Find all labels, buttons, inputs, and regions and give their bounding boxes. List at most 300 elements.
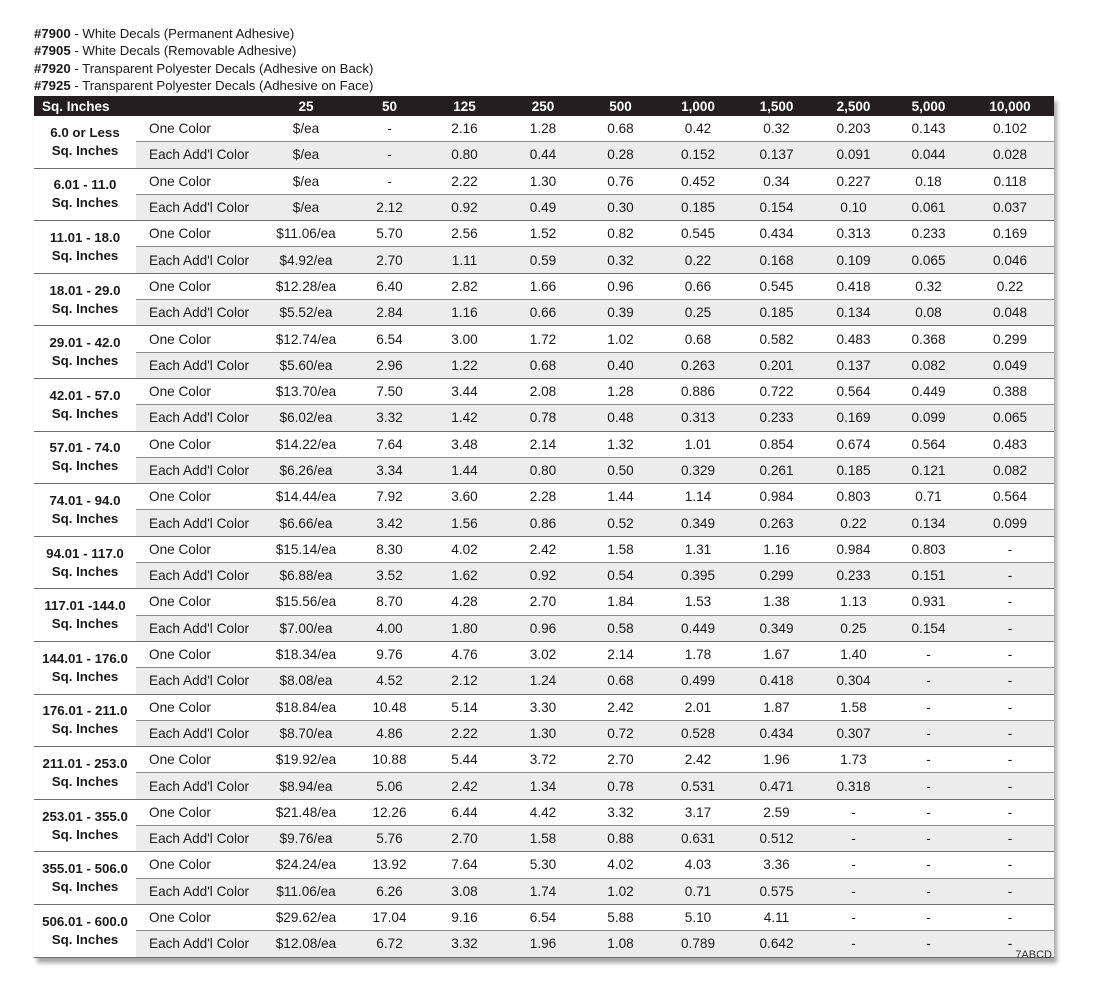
price-cell: $21.48/ea	[258, 799, 354, 825]
price-cell: 4.28	[425, 589, 504, 615]
price-cell: 0.68	[582, 116, 659, 142]
size-range-cell	[34, 747, 136, 800]
price-cell: 1.87	[737, 694, 816, 720]
price-cell: -	[354, 142, 425, 168]
price-cell: -	[966, 720, 1054, 746]
color-type-label: One Color	[136, 116, 258, 142]
color-type-label: Each Add'l Color	[136, 720, 258, 746]
price-cell: 0.099	[966, 510, 1054, 536]
price-cell: 1.53	[659, 589, 737, 615]
table-row	[34, 904, 1054, 930]
price-cell: 0.984	[737, 484, 816, 510]
price-cell: 0.71	[659, 878, 737, 904]
price-cell: 0.66	[659, 273, 737, 299]
color-type-label: One Color	[136, 378, 258, 404]
price-cell: 0.452	[659, 168, 737, 194]
price-cell: 0.50	[582, 457, 659, 483]
price-cell: 0.388	[966, 378, 1054, 404]
size-range: 94.01 - 117.0	[46, 545, 124, 561]
table-row	[34, 510, 1054, 536]
header-quantity: 500	[582, 96, 659, 116]
price-cell: 0.564	[891, 431, 966, 457]
price-cell: 0.52	[582, 510, 659, 536]
color-type-label: One Color	[136, 326, 258, 352]
product-line	[34, 60, 373, 77]
price-cell: 3.52	[354, 563, 425, 589]
size-unit: Sq. Inches	[51, 879, 119, 895]
price-cell: 0.25	[816, 615, 891, 641]
product-code: #7900	[34, 26, 71, 41]
price-cell: 2.42	[425, 773, 504, 799]
price-cell: 0.185	[816, 457, 891, 483]
price-cell: $6.26/ea	[258, 457, 354, 483]
price-cell: 2.01	[659, 694, 737, 720]
price-cell: 0.048	[966, 300, 1054, 326]
price-cell: 0.44	[504, 142, 582, 168]
price-cell: 1.01	[659, 431, 737, 457]
table-row	[34, 878, 1054, 904]
price-cell: 0.037	[966, 194, 1054, 220]
price-cell: 3.02	[504, 641, 582, 667]
price-cell: 1.74	[504, 878, 582, 904]
price-cell: 0.575	[737, 878, 816, 904]
price-cell: 0.227	[816, 168, 891, 194]
price-cell: 1.28	[582, 378, 659, 404]
table-row	[34, 747, 1054, 773]
price-cell: $5.52/ea	[258, 300, 354, 326]
price-cell: $/ea	[258, 142, 354, 168]
price-cell: 0.76	[582, 168, 659, 194]
price-cell: 0.531	[659, 773, 737, 799]
price-cell: 1.13	[816, 589, 891, 615]
table-row	[34, 194, 1054, 220]
price-cell: 10.88	[354, 747, 425, 773]
price-cell: 0.582	[737, 326, 816, 352]
size-range: 11.01 - 18.0	[49, 229, 121, 245]
price-cell: 1.24	[504, 668, 582, 694]
price-cell: 2.70	[354, 247, 425, 273]
price-cell: 6.54	[504, 904, 582, 930]
size-range: 211.01 - 253.0	[42, 755, 128, 771]
price-cell: 0.046	[966, 247, 1054, 273]
price-cell: 3.72	[504, 747, 582, 773]
price-cell: 5.14	[425, 694, 504, 720]
size-range: 57.01 - 74.0	[49, 440, 121, 456]
table-row	[34, 720, 1054, 746]
size-range-cell	[34, 852, 136, 905]
price-cell: 1.40	[816, 641, 891, 667]
price-cell: 4.52	[354, 668, 425, 694]
price-cell: -	[891, 720, 966, 746]
table-row	[34, 457, 1054, 483]
price-cell: -	[966, 536, 1054, 562]
price-cell: 1.72	[504, 326, 582, 352]
price-cell: $11.06/ea	[258, 221, 354, 247]
price-cell: 0.40	[582, 352, 659, 378]
price-cell: 0.722	[737, 378, 816, 404]
table-row	[34, 116, 1054, 142]
price-cell: 3.48	[425, 431, 504, 457]
price-cell: 2.12	[425, 668, 504, 694]
price-cell: 2.16	[425, 116, 504, 142]
table-row	[34, 826, 1054, 852]
price-cell: 8.70	[354, 589, 425, 615]
price-cell: 1.38	[737, 589, 816, 615]
product-description: - Transparent Polyester Decals (Adhesive on Back)	[70, 60, 374, 76]
price-cell: -	[891, 641, 966, 667]
header-quantity: 25	[258, 96, 354, 116]
color-type-label: Each Add'l Color	[136, 352, 258, 378]
price-cell: $12.08/ea	[258, 931, 354, 957]
price-cell: 3.00	[425, 326, 504, 352]
price-cell: 4.86	[354, 720, 425, 746]
size-unit: Sq. Inches	[51, 195, 119, 211]
price-cell: -	[966, 852, 1054, 878]
price-cell: 5.88	[582, 904, 659, 930]
price-cell: 0.434	[737, 720, 816, 746]
price-cell: $12.28/ea	[258, 273, 354, 299]
price-cell: 6.72	[354, 931, 425, 957]
price-cell: $15.56/ea	[258, 589, 354, 615]
price-cell: 0.674	[816, 431, 891, 457]
price-cell: 0.121	[891, 457, 966, 483]
price-cell: 0.349	[737, 615, 816, 641]
product-line	[34, 77, 373, 94]
size-range-cell	[34, 273, 136, 326]
price-cell: 0.78	[504, 405, 582, 431]
price-cell: 0.313	[816, 221, 891, 247]
header-quantity: 2,500	[816, 96, 891, 116]
price-cell: -	[966, 641, 1054, 667]
color-type-label: One Color	[136, 852, 258, 878]
size-unit: Sq. Inches	[51, 405, 119, 421]
price-cell: 0.78	[582, 773, 659, 799]
price-cell: 2.14	[582, 641, 659, 667]
size-range-cell	[34, 904, 136, 957]
price-cell: -	[891, 694, 966, 720]
price-cell: 3.17	[659, 799, 737, 825]
size-range: 144.01 - 176.0	[42, 650, 128, 666]
price-cell: 0.099	[891, 405, 966, 431]
table-row	[34, 326, 1054, 352]
price-cell: $8.94/ea	[258, 773, 354, 799]
table-row	[34, 589, 1054, 615]
price-cell: 0.789	[659, 931, 737, 957]
price-cell: 0.58	[582, 615, 659, 641]
size-unit: Sq. Inches	[51, 247, 119, 263]
price-cell: -	[966, 589, 1054, 615]
size-range-cell	[34, 694, 136, 747]
price-cell: 0.449	[891, 378, 966, 404]
color-type-label: Each Add'l Color	[136, 142, 258, 168]
price-cell: $15.14/ea	[258, 536, 354, 562]
price-cell: 0.299	[737, 563, 816, 589]
size-unit: Sq. Inches	[51, 931, 119, 947]
price-cell: 10.48	[354, 694, 425, 720]
price-cell: $11.06/ea	[258, 878, 354, 904]
product-code: #7925	[34, 77, 71, 93]
color-type-label: One Color	[136, 484, 258, 510]
price-cell: -	[891, 668, 966, 694]
size-unit: Sq. Inches	[51, 458, 119, 474]
size-range: 355.01 - 506.0	[42, 861, 128, 877]
color-type-label: Each Add'l Color	[136, 878, 258, 904]
price-cell: 1.73	[816, 747, 891, 773]
table-row	[34, 773, 1054, 799]
color-type-label: One Color	[136, 221, 258, 247]
price-cell: 4.76	[425, 641, 504, 667]
price-cell: 0.137	[816, 352, 891, 378]
price-cell: 0.307	[816, 720, 891, 746]
header-quantity: 5,000	[891, 96, 966, 116]
price-cell: 0.134	[816, 300, 891, 326]
size-range-cell	[34, 589, 136, 642]
header-quantity: 250	[504, 96, 582, 116]
color-type-label: Each Add'l Color	[136, 773, 258, 799]
price-cell: 5.76	[354, 826, 425, 852]
price-cell: 2.42	[659, 747, 737, 773]
price-cell: 2.84	[354, 300, 425, 326]
price-cell: 1.11	[425, 247, 504, 273]
price-cell: 0.304	[816, 668, 891, 694]
price-cell: 0.72	[582, 720, 659, 746]
price-cell: 5.06	[354, 773, 425, 799]
price-cell: 0.96	[504, 615, 582, 641]
price-cell: 2.82	[425, 273, 504, 299]
price-cell: 0.80	[425, 142, 504, 168]
price-cell: 6.44	[425, 799, 504, 825]
price-cell: 1.58	[504, 826, 582, 852]
price-cell: 0.59	[504, 247, 582, 273]
price-cell: 17.04	[354, 904, 425, 930]
price-cell: 0.71	[891, 484, 966, 510]
table-row	[34, 641, 1054, 667]
price-cell: 12.26	[354, 799, 425, 825]
price-cell: 0.82	[582, 221, 659, 247]
price-cell: -	[816, 904, 891, 930]
table-row	[34, 536, 1054, 562]
price-cell: 0.68	[504, 352, 582, 378]
price-cell: 1.34	[504, 773, 582, 799]
price-cell: 0.564	[966, 484, 1054, 510]
price-cell: 1.58	[582, 536, 659, 562]
price-cell: 8.30	[354, 536, 425, 562]
price-cell: 2.08	[504, 378, 582, 404]
price-cell: 0.349	[659, 510, 737, 536]
price-cell: 0.368	[891, 326, 966, 352]
size-range-cell	[34, 168, 136, 221]
header-color-type	[136, 96, 258, 116]
price-cell: -	[966, 826, 1054, 852]
size-range: 18.01 - 29.0	[49, 282, 121, 298]
price-cell: 0.18	[891, 168, 966, 194]
price-cell: 4.11	[737, 904, 816, 930]
price-table-container	[34, 96, 1054, 958]
price-cell: 0.263	[737, 510, 816, 536]
price-cell: 0.233	[737, 405, 816, 431]
price-cell: 9.16	[425, 904, 504, 930]
size-range: 6.0 or Less	[50, 124, 120, 140]
price-cell: 0.118	[966, 168, 1054, 194]
price-cell: 0.313	[659, 405, 737, 431]
price-cell: -	[354, 116, 425, 142]
table-row	[34, 615, 1054, 641]
price-cell: 0.86	[504, 510, 582, 536]
size-range-cell	[34, 116, 136, 168]
price-cell: 0.091	[816, 142, 891, 168]
color-type-label: One Color	[136, 431, 258, 457]
price-cell: -	[966, 904, 1054, 930]
price-cell: -	[966, 668, 1054, 694]
price-cell: 1.16	[425, 300, 504, 326]
price-cell: 1.56	[425, 510, 504, 536]
price-cell: 0.32	[582, 247, 659, 273]
price-cell: 1.67	[737, 641, 816, 667]
price-cell: 4.02	[582, 852, 659, 878]
product-code: #7920	[34, 60, 71, 76]
header-quantity: 50	[354, 96, 425, 116]
price-cell: 1.44	[425, 457, 504, 483]
size-range: 506.01 - 600.0	[42, 913, 128, 929]
size-range-cell	[34, 326, 136, 379]
size-unit: Sq. Inches	[51, 510, 119, 526]
table-row	[34, 247, 1054, 273]
size-unit: Sq. Inches	[51, 563, 119, 579]
price-cell: 0.984	[816, 536, 891, 562]
color-type-label: One Color	[136, 641, 258, 667]
price-cell: 0.54	[582, 563, 659, 589]
price-cell: 1.14	[659, 484, 737, 510]
price-cell: -	[966, 747, 1054, 773]
price-cell: 0.32	[891, 273, 966, 299]
price-cell: -	[966, 563, 1054, 589]
table-row	[34, 221, 1054, 247]
price-cell: 4.02	[425, 536, 504, 562]
price-cell: -	[891, 799, 966, 825]
price-cell: 0.434	[737, 221, 816, 247]
price-cell: 3.34	[354, 457, 425, 483]
price-cell: 1.31	[659, 536, 737, 562]
price-cell: $5.60/ea	[258, 352, 354, 378]
price-cell: 5.70	[354, 221, 425, 247]
table-row	[34, 142, 1054, 168]
price-cell: -	[966, 799, 1054, 825]
color-type-label: Each Add'l Color	[136, 615, 258, 641]
color-type-label: One Color	[136, 747, 258, 773]
price-cell: 0.143	[891, 116, 966, 142]
table-row	[34, 300, 1054, 326]
color-type-label: Each Add'l Color	[136, 826, 258, 852]
price-cell: 0.25	[659, 300, 737, 326]
price-cell: 2.42	[504, 536, 582, 562]
price-cell: 5.30	[504, 852, 582, 878]
price-cell: 0.886	[659, 378, 737, 404]
price-cell: 0.134	[891, 510, 966, 536]
price-cell: 0.151	[891, 563, 966, 589]
size-range-cell	[34, 799, 136, 852]
color-type-label: Each Add'l Color	[136, 668, 258, 694]
price-cell: 5.10	[659, 904, 737, 930]
price-cell: 9.76	[354, 641, 425, 667]
price-cell: 1.96	[737, 747, 816, 773]
header-quantity: 1,000	[659, 96, 737, 116]
price-cell: 1.84	[582, 589, 659, 615]
price-cell: 1.80	[425, 615, 504, 641]
price-cell: 0.483	[816, 326, 891, 352]
price-cell: $19.92/ea	[258, 747, 354, 773]
price-cell: 3.32	[425, 931, 504, 957]
color-type-label: One Color	[136, 589, 258, 615]
price-cell: 0.803	[816, 484, 891, 510]
color-type-label: One Color	[136, 694, 258, 720]
price-cell: 4.42	[504, 799, 582, 825]
price-cell: 0.395	[659, 563, 737, 589]
price-cell: 0.169	[966, 221, 1054, 247]
price-cell: 2.70	[504, 589, 582, 615]
price-cell: 2.59	[737, 799, 816, 825]
header-quantity: 1,500	[737, 96, 816, 116]
price-cell: 0.152	[659, 142, 737, 168]
size-unit: Sq. Inches	[51, 616, 119, 632]
price-cell: $8.08/ea	[258, 668, 354, 694]
price-cell: -	[966, 694, 1054, 720]
color-type-label: Each Add'l Color	[136, 247, 258, 273]
price-cell: 2.28	[504, 484, 582, 510]
size-unit: Sq. Inches	[51, 668, 119, 684]
table-row	[34, 799, 1054, 825]
price-cell: 1.30	[504, 720, 582, 746]
price-cell: $18.34/ea	[258, 641, 354, 667]
price-cell: 0.66	[504, 300, 582, 326]
price-cell: 0.154	[737, 194, 816, 220]
price-cell: -	[966, 878, 1054, 904]
price-cell: 1.58	[816, 694, 891, 720]
price-cell: $6.66/ea	[258, 510, 354, 536]
header-quantity: 10,000	[966, 96, 1054, 116]
table-row	[34, 378, 1054, 404]
price-cell: -	[816, 826, 891, 852]
price-cell: $/ea	[258, 194, 354, 220]
price-cell: 7.92	[354, 484, 425, 510]
price-cell: 0.082	[966, 457, 1054, 483]
price-cell: 0.418	[816, 273, 891, 299]
price-cell: 0.631	[659, 826, 737, 852]
price-cell: 0.32	[737, 116, 816, 142]
table-row	[34, 168, 1054, 194]
price-cell: -	[816, 878, 891, 904]
price-cell: -	[891, 773, 966, 799]
price-cell: 2.56	[425, 221, 504, 247]
price-cell: $29.62/ea	[258, 904, 354, 930]
color-type-label: Each Add'l Color	[136, 457, 258, 483]
size-range-cell	[34, 641, 136, 694]
price-cell: 6.54	[354, 326, 425, 352]
price-cell: 0.137	[737, 142, 816, 168]
table-row	[34, 668, 1054, 694]
price-cell: 3.42	[354, 510, 425, 536]
price-cell: 2.22	[425, 720, 504, 746]
price-cell: -	[891, 904, 966, 930]
price-cell: -	[816, 799, 891, 825]
price-cell: $9.76/ea	[258, 826, 354, 852]
price-cell: 0.318	[816, 773, 891, 799]
price-cell: 0.233	[816, 563, 891, 589]
price-cell: -	[966, 773, 1054, 799]
table-row	[34, 852, 1054, 878]
price-cell: 0.803	[891, 536, 966, 562]
price-cell: 0.169	[816, 405, 891, 431]
color-type-label: Each Add'l Color	[136, 194, 258, 220]
